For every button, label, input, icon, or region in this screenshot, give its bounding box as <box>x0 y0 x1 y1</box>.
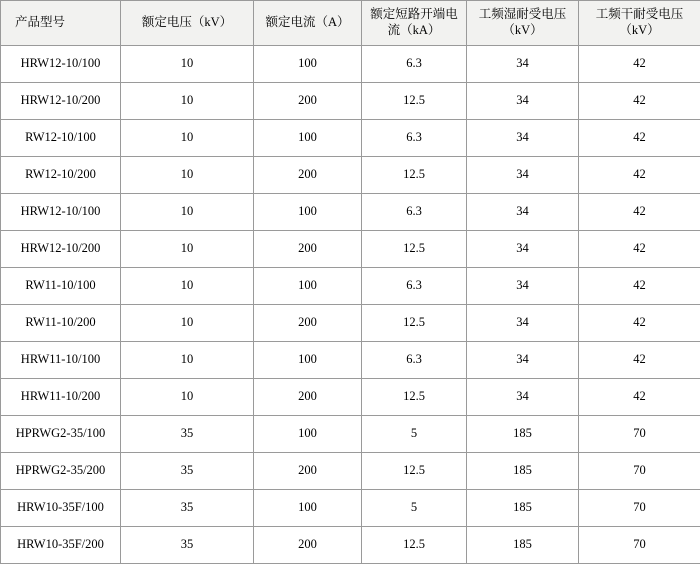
cell-rated-voltage: 10 <box>121 379 254 416</box>
cell-product-model: RW12-10/100 <box>1 120 121 157</box>
table-row <box>1 379 700 416</box>
cell-dry-withstand-voltage: 42 <box>579 83 700 120</box>
cell-rated-current: 100 <box>254 268 362 305</box>
cell-breaking-current: 12.5 <box>362 527 467 564</box>
cell-wet-withstand-voltage: 34 <box>467 379 579 416</box>
cell-breaking-current: 5 <box>362 490 467 527</box>
cell-rated-voltage: 35 <box>121 453 254 490</box>
cell-rated-voltage: 35 <box>121 490 254 527</box>
cell-wet-withstand-voltage: 185 <box>467 453 579 490</box>
table-row <box>1 83 700 120</box>
cell-breaking-current: 6.3 <box>362 120 467 157</box>
header-line: （kV） <box>469 23 576 39</box>
cell-breaking-current: 6.3 <box>362 342 467 379</box>
cell-rated-voltage: 35 <box>121 416 254 453</box>
cell-wet-withstand-voltage: 185 <box>467 490 579 527</box>
cell-product-model: HPRWG2-35/100 <box>1 416 121 453</box>
cell-rated-current: 200 <box>254 157 362 194</box>
cell-dry-withstand-voltage: 70 <box>579 490 700 527</box>
cell-rated-voltage: 10 <box>121 268 254 305</box>
cell-breaking-current: 6.3 <box>362 194 467 231</box>
cell-rated-voltage: 10 <box>121 46 254 83</box>
table-row <box>1 342 700 379</box>
cell-rated-current: 100 <box>254 194 362 231</box>
cell-breaking-current: 12.5 <box>362 305 467 342</box>
header-cell-power-frequency-wet-withstand-voltage <box>467 1 579 46</box>
cell-dry-withstand-voltage: 42 <box>579 342 700 379</box>
cell-breaking-current: 12.5 <box>362 231 467 268</box>
table-row <box>1 231 700 268</box>
header-cell-power-frequency-dry-withstand-voltage <box>579 1 700 46</box>
table-row <box>1 453 700 490</box>
header-line: 额定电压（kV） <box>123 15 251 31</box>
cell-breaking-current: 5 <box>362 416 467 453</box>
cell-wet-withstand-voltage: 34 <box>467 46 579 83</box>
cell-wet-withstand-voltage: 34 <box>467 342 579 379</box>
table-header-row <box>1 1 700 46</box>
header-cell-rated-current <box>254 1 362 46</box>
table-row <box>1 490 700 527</box>
header-line: 工频干耐受电压 <box>581 7 698 23</box>
cell-product-model: HRW11-10/100 <box>1 342 121 379</box>
cell-rated-voltage: 10 <box>121 194 254 231</box>
header-line: 流（kA） <box>364 23 464 39</box>
cell-dry-withstand-voltage: 42 <box>579 268 700 305</box>
cell-breaking-current: 6.3 <box>362 46 467 83</box>
cell-rated-current: 100 <box>254 46 362 83</box>
cell-rated-voltage: 10 <box>121 120 254 157</box>
table-row <box>1 46 700 83</box>
cell-wet-withstand-voltage: 34 <box>467 231 579 268</box>
header-line: （kV） <box>581 23 698 39</box>
cell-dry-withstand-voltage: 70 <box>579 416 700 453</box>
cell-rated-current: 200 <box>254 83 362 120</box>
cell-product-model: HRW10-35F/200 <box>1 527 121 564</box>
cell-wet-withstand-voltage: 34 <box>467 83 579 120</box>
cell-dry-withstand-voltage: 70 <box>579 453 700 490</box>
cell-product-model: HRW12-10/200 <box>1 83 121 120</box>
cell-dry-withstand-voltage: 42 <box>579 46 700 83</box>
cell-product-model: HRW11-10/200 <box>1 379 121 416</box>
header-line: 额定电流（A） <box>256 15 359 31</box>
cell-wet-withstand-voltage: 185 <box>467 416 579 453</box>
cell-rated-voltage: 10 <box>121 157 254 194</box>
cell-breaking-current: 12.5 <box>362 157 467 194</box>
cell-rated-current: 100 <box>254 416 362 453</box>
cell-dry-withstand-voltage: 42 <box>579 231 700 268</box>
table-row <box>1 268 700 305</box>
cell-dry-withstand-voltage: 42 <box>579 157 700 194</box>
cell-product-model: HRW10-35F/100 <box>1 490 121 527</box>
cell-product-model: HRW12-10/100 <box>1 46 121 83</box>
cell-wet-withstand-voltage: 185 <box>467 527 579 564</box>
header-cell-product-model <box>1 1 121 46</box>
table-row <box>1 157 700 194</box>
cell-product-model: RW11-10/200 <box>1 305 121 342</box>
cell-rated-current: 200 <box>254 379 362 416</box>
cell-rated-current: 200 <box>254 453 362 490</box>
table-body <box>1 46 700 564</box>
cell-dry-withstand-voltage: 42 <box>579 194 700 231</box>
cell-wet-withstand-voltage: 34 <box>467 305 579 342</box>
cell-breaking-current: 6.3 <box>362 268 467 305</box>
cell-breaking-current: 12.5 <box>362 453 467 490</box>
table-row <box>1 305 700 342</box>
cell-rated-current: 200 <box>254 527 362 564</box>
cell-rated-voltage: 35 <box>121 527 254 564</box>
cell-rated-current: 100 <box>254 120 362 157</box>
cell-product-model: HRW12-10/200 <box>1 231 121 268</box>
cell-product-model: RW12-10/200 <box>1 157 121 194</box>
cell-dry-withstand-voltage: 42 <box>579 305 700 342</box>
cell-rated-voltage: 10 <box>121 342 254 379</box>
table-header <box>1 1 700 46</box>
cell-wet-withstand-voltage: 34 <box>467 268 579 305</box>
cell-product-model: HPRWG2-35/200 <box>1 453 121 490</box>
header-line: 产品型号 <box>15 15 118 31</box>
cell-rated-voltage: 10 <box>121 83 254 120</box>
cell-rated-current: 200 <box>254 231 362 268</box>
table-row <box>1 416 700 453</box>
cell-wet-withstand-voltage: 34 <box>467 120 579 157</box>
cell-rated-current: 100 <box>254 490 362 527</box>
cell-wet-withstand-voltage: 34 <box>467 194 579 231</box>
table-row <box>1 194 700 231</box>
table-row <box>1 120 700 157</box>
cell-breaking-current: 12.5 <box>362 83 467 120</box>
cell-rated-current: 200 <box>254 305 362 342</box>
header-line: 额定短路开端电 <box>364 7 464 23</box>
cell-rated-voltage: 10 <box>121 231 254 268</box>
header-cell-rated-voltage <box>121 1 254 46</box>
cell-dry-withstand-voltage: 42 <box>579 120 700 157</box>
cell-product-model: HRW12-10/100 <box>1 194 121 231</box>
cell-rated-current: 100 <box>254 342 362 379</box>
cell-rated-voltage: 10 <box>121 305 254 342</box>
cell-breaking-current: 12.5 <box>362 379 467 416</box>
cell-wet-withstand-voltage: 34 <box>467 157 579 194</box>
cell-dry-withstand-voltage: 42 <box>579 379 700 416</box>
header-cell-rated-breaking-current <box>362 1 467 46</box>
cell-product-model: RW11-10/100 <box>1 268 121 305</box>
header-line: 工频湿耐受电压 <box>469 7 576 23</box>
cell-dry-withstand-voltage: 70 <box>579 527 700 564</box>
table-row <box>1 527 700 564</box>
